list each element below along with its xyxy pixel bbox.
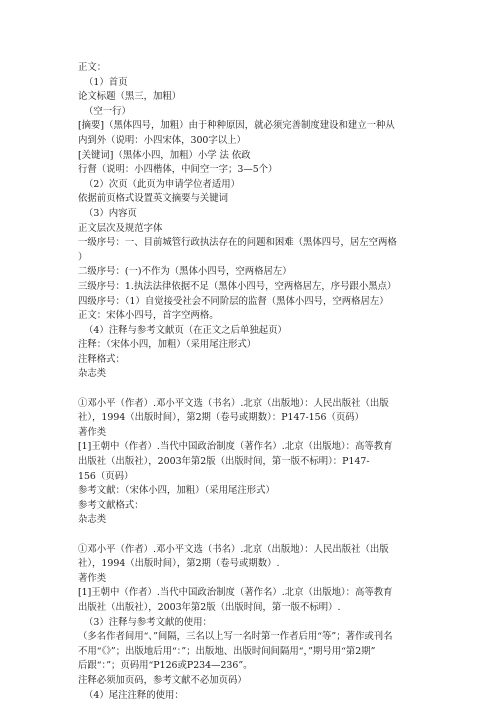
text-line: 著作类 [78,426,107,438]
text-line: （1）首页 [84,76,128,88]
text-line: 行督（说明：小四楷体，中间空一字；3—5个） [78,164,278,176]
text-line: 参考文献格式： [78,499,144,511]
text-line: 依据前页格式设置英文摘要与关键词 [78,193,229,205]
text-line: [关键词]（黑体小四，加粗）小学 法 依政 [78,149,251,161]
text-line: （3）注释与参考文献的使用： [84,616,212,628]
text-line: 三级序号：1.执法法律依据不足（黑体小四号，空两格居左，序号跟小黑点） [78,280,397,292]
text-line: 社），1994（出版时间），第2期（卷号或期数）：P147-156（页码） [78,412,365,424]
text-line: 正文：宋体小四号，首字空两格。 [78,310,219,322]
text-line: 二级序号：(一)不作为（黑体小四号，空两格居左） [78,266,292,278]
text-line: 出版社（出版社），2003年第2版（出版时间，第一版不标明）：P147- [78,456,370,468]
text-line: 156（页码） [78,470,134,482]
text-line: （4）注释与参考文献页（在正文之后单独起页） [84,324,287,336]
text-line: 不用“《》”；出版地后用“：”；出版地、出版时间间隔用“，”期号用“第2期” [78,645,376,657]
text-line: 论文标题（黑三，加粗） [78,91,182,103]
text-line: 注释格式： [78,353,125,365]
blank-line [78,382,428,397]
text-line: 内到外（说明：小四宋体，300字以上） [78,134,246,146]
text-line: 注释必须加页码，参考文献不必加页码） [78,674,247,686]
document-body [78,61,428,703]
text-line: （3）内容页 [84,207,137,219]
text-line: 正文层次及规范字体 [78,222,163,234]
text-line: 注释：（宋体小四，加粗）（采用尾注形式） [78,339,257,351]
text-line: 社），1994（出版时间），第2期（卷号或期数）. [78,558,280,570]
blank-line [78,528,428,543]
text-line: 著作类 [78,572,107,584]
text-line: 四级序号：（1）自觉接受社会不同阶层的监督（黑体小四号，空两格居左） [78,295,389,307]
text-line: 正文： [78,62,107,73]
text-line: 出版社（出版社），2003年第2版（出版时间，第一版不标明）. [78,601,341,613]
text-line: 后跟“：”；页码用“P126或P234—236”。 [78,660,253,672]
text-line: [1]王朝中（作者）.当代中国政治制度（著作名）.北京（出版地）：高等教育 [78,587,393,599]
text-line: （4）尾注注释的使用： [84,689,184,701]
text-line: ） [78,251,88,263]
text-line: ①邓小平（作者）.邓小平文选（书名）.北京（出版地）：人民出版社（出版 [78,397,389,409]
text-line: （多名作者间用“、”间隔，三名以上写一名时第一作者后用“等”；著作或刊名 [78,631,393,643]
text-line: ①邓小平（作者）.邓小平文选（书名）.北京（出版地）：人民出版社（出版 [78,543,389,555]
text-line: [摘要]（黑体四号，加粗）由于种种原因，就必须完善制度建设和建立一种从 [78,120,395,132]
text-line: 参考文献：（宋体小四，加粗）（采用尾注形式） [78,485,275,497]
text-line: 杂志类 [78,368,107,380]
text-line: 杂志类 [78,514,107,526]
text-line: 一级序号：一、目前城管行政执法存在的问题和困难（黑体四号，居左空两格 [78,237,397,249]
text-line: （2）次页（此页为申请学位者适用） [84,178,240,190]
text-line: [1]王朝中（作者）.当代中国政治制度（著作名）.北京（出版地）：高等教育 [78,441,393,453]
text-line: （空一行） [84,105,131,117]
